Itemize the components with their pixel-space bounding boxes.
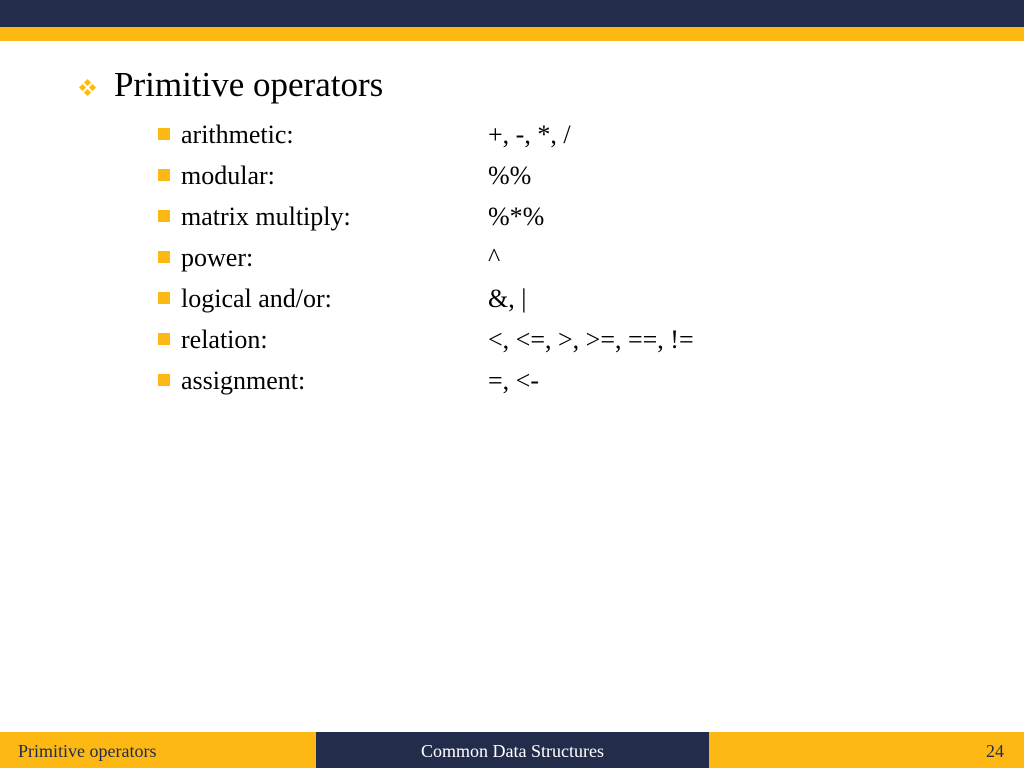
operator-symbols: %*% — [488, 202, 545, 231]
operator-symbols: <, <=, >, >=, ==, != — [488, 325, 694, 354]
list-item — [158, 114, 858, 155]
operator-symbols: +, -, *, / — [488, 120, 571, 149]
square-bullet-icon — [158, 292, 170, 304]
square-bullet-icon — [158, 169, 170, 181]
operator-category: assignment: — [181, 366, 306, 395]
page-number: 24 — [709, 732, 1024, 768]
list-item — [158, 196, 858, 237]
square-bullet-icon — [158, 374, 170, 386]
square-bullet-icon — [158, 128, 170, 140]
operator-symbols: =, <- — [488, 366, 539, 395]
list-item — [158, 278, 858, 319]
slide-heading: Primitive operators — [114, 65, 384, 104]
square-bullet-icon — [158, 251, 170, 263]
footer-presentation-title: Common Data Structures — [316, 732, 709, 768]
operator-category: modular: — [181, 161, 275, 190]
list-item — [158, 319, 858, 360]
operator-category: arithmetic: — [181, 120, 294, 149]
footer-section-title: Primitive operators — [0, 732, 316, 768]
list-item — [158, 155, 858, 196]
square-bullet-icon — [158, 333, 170, 345]
square-bullet-icon — [158, 210, 170, 222]
operator-category: relation: — [181, 325, 268, 354]
operator-category: logical and/or: — [181, 284, 332, 313]
main-bullet — [80, 62, 383, 108]
operator-category: matrix multiply: — [181, 202, 351, 231]
list-item — [158, 237, 858, 278]
operator-symbols: %% — [488, 161, 532, 190]
operator-symbols: ^ — [488, 243, 501, 272]
operator-category: power: — [181, 243, 254, 272]
footer-bar — [0, 732, 1024, 768]
diamond-bullet-icon — [80, 80, 96, 96]
operator-symbols: &, | — [488, 284, 527, 313]
list-item — [158, 360, 858, 401]
operator-list — [158, 114, 858, 401]
